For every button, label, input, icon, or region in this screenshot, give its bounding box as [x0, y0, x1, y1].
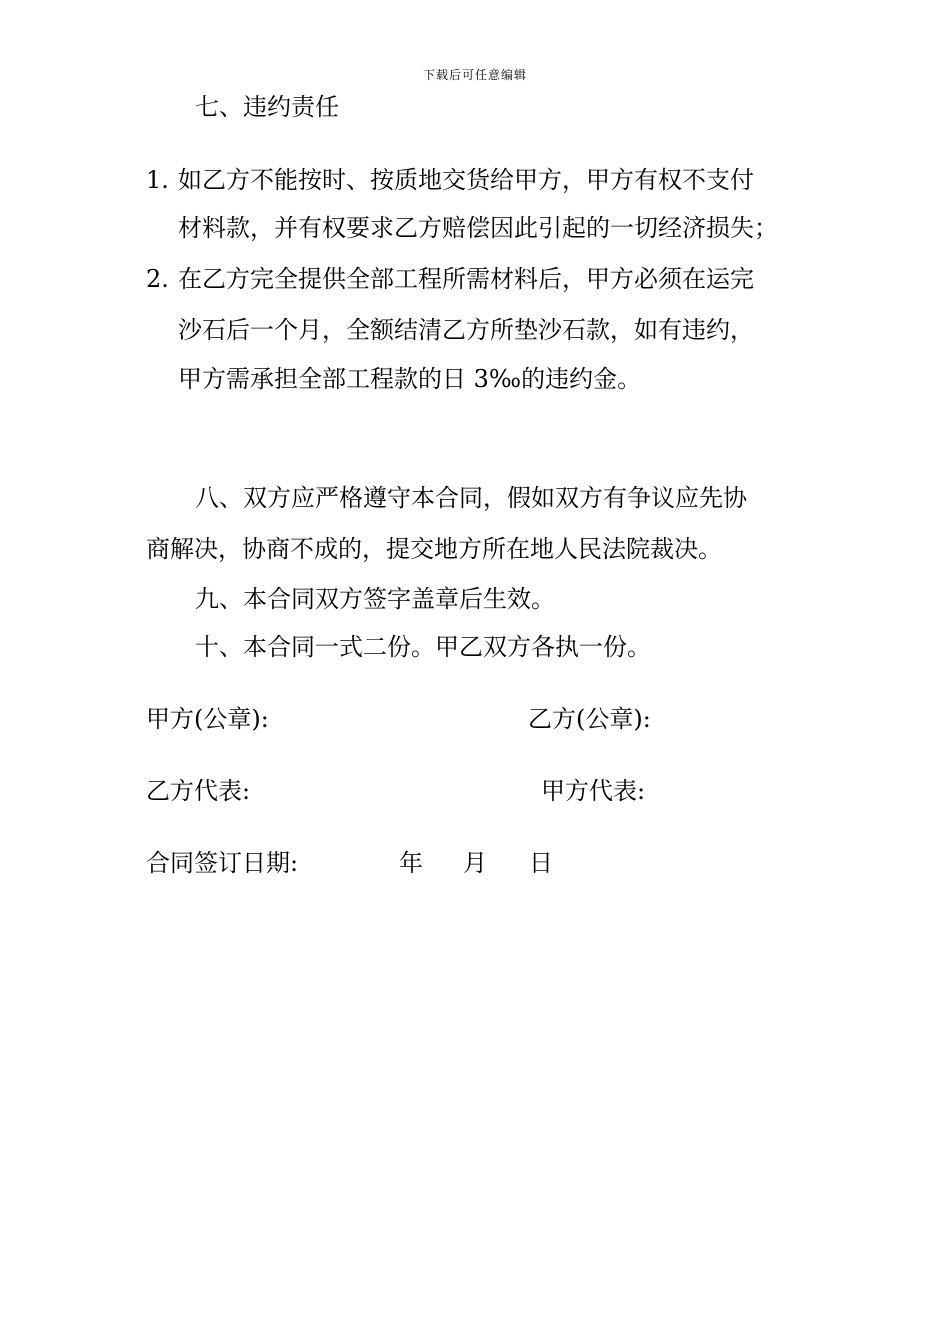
- item-2-line-3: 甲方需承担全部工程款的日 3‰的违约金。: [178, 365, 642, 393]
- section-9-text: 九、本合同双方签字盖章后生效。: [195, 585, 555, 613]
- date-month-label: 月: [463, 849, 487, 877]
- section-10-text: 十、本合同一式二份。甲乙双方各执一份。: [195, 633, 651, 661]
- header-note: 下载后可任意编辑: [422, 68, 527, 82]
- section-8-line-2: 商解决，协商不成的，提交地方所在地人民法院裁决。: [146, 535, 722, 563]
- item-2-line-1: 在乙方完全提供全部工程所需材料后，甲方必须在运完: [178, 265, 754, 293]
- section-8-line-1: 八、双方应严格遵守本合同，假如双方有争议应先协: [195, 484, 747, 512]
- item-2-line-2: 沙石后一个月，全额结清乙方所垫沙石款，如有违约，: [178, 316, 754, 344]
- item-1-line-2: 材料款，并有权要求乙方赔偿因此引起的一切经济损失；: [178, 214, 778, 242]
- party-b-representative-label: 乙方代表:: [146, 777, 251, 805]
- item-2-number: 2.: [146, 265, 169, 293]
- item-1-number: 1.: [146, 166, 169, 194]
- party-b-seal-label: 乙方(公章):: [528, 705, 651, 733]
- section-7-title: 七、违约责任: [195, 93, 339, 121]
- date-year-label: 年: [399, 849, 423, 877]
- contract-date-label: 合同签订日期:: [146, 849, 299, 877]
- date-day-label: 日: [529, 849, 553, 877]
- item-1-line-1: 如乙方不能按时、按质地交货给甲方，甲方有权不支付: [178, 166, 754, 194]
- party-a-seal-label: 甲方(公章):: [146, 705, 269, 733]
- party-a-representative-label: 甲方代表:: [541, 777, 646, 805]
